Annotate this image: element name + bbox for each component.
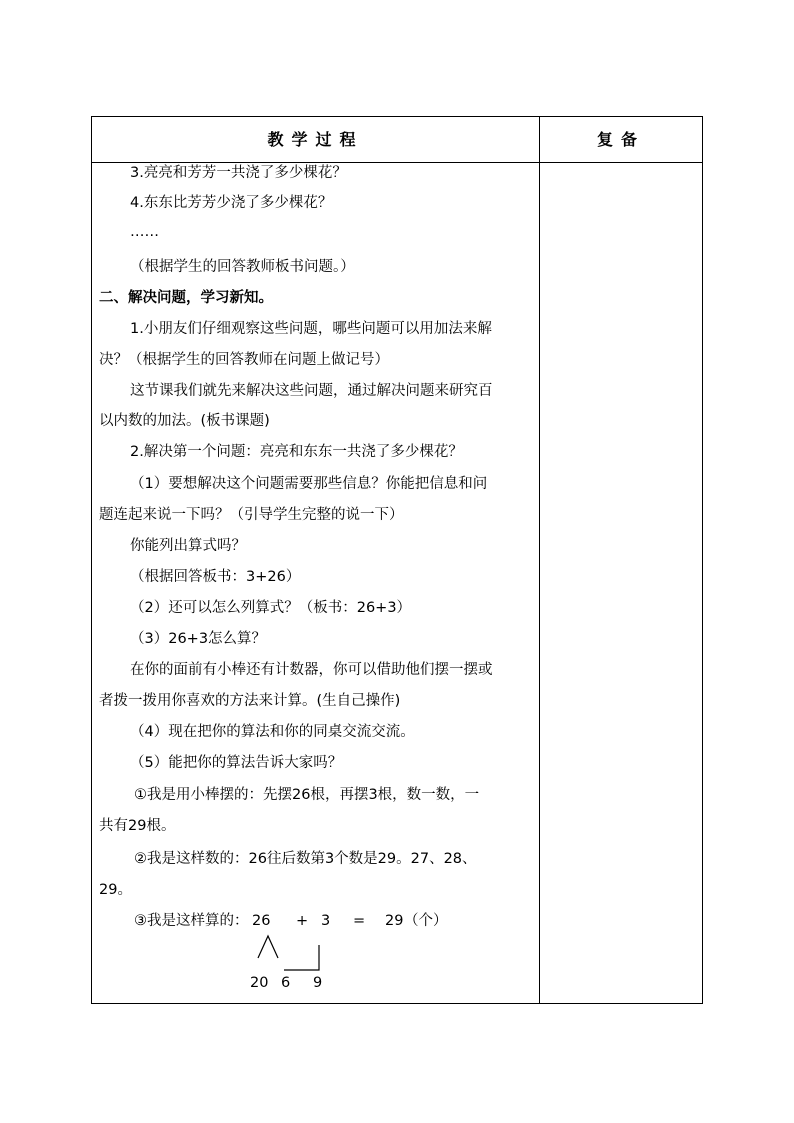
header-review: 复备 (596, 130, 645, 149)
text-line: 2.解决第一个问题：亮亮和东东一共浇了多少棵花？ (130, 444, 463, 460)
text-line: 3.亮亮和芳芳一共浇了多少棵花？ (130, 165, 347, 181)
text-line: 4.东东比芳芳少浇了多少棵花？ (130, 195, 333, 211)
text-line: 这节课我们就先来解决这些问题，通过解决问题来研究百 (130, 383, 493, 399)
text-line: ①我是用小棒摆的：先摆26根，再摆3根，数一数，一 (134, 787, 480, 803)
text-line: （2）还可以怎么列算式？（板书：26+3） (130, 600, 412, 616)
text-line: 题连起来说一下吗？（引导学生完整的说一下） (99, 507, 404, 523)
text-line: （1）要想解决这个问题需要那些信息？你能把信息和问 (130, 476, 488, 492)
text-line: 29。 (99, 882, 132, 898)
equation-addend-a: 26 (252, 913, 271, 929)
text-line: （根据回答板书：3+26） (130, 569, 301, 585)
text-line: （4）现在把你的算法和你的同桌交流交流。 (130, 724, 415, 740)
text-line: 共有29根。 (99, 818, 176, 834)
text-line: （3）26+3怎么算？ (130, 631, 267, 647)
text-line: 你能列出算式吗？ (130, 538, 246, 554)
combine-bracket-lines (284, 945, 319, 970)
text-line: 者拨一拨用你喜欢的方法来计算。(生自己操作) (99, 693, 401, 709)
equation-equals: = (353, 913, 366, 929)
equation-intro: ③我是这样算的： (134, 913, 249, 929)
split-tens: 20 (250, 975, 269, 991)
equation-result: 29 (385, 913, 404, 929)
text-line: 1.小朋友们仔细观察这些问题，哪些问题可以用加法来解 (130, 321, 492, 337)
split-branch-lines (258, 936, 278, 958)
text-line: （5）能把你的算法告诉大家吗？ (130, 755, 343, 771)
header-teaching-process: 教学过程 (267, 130, 364, 149)
equation-plus: + (296, 913, 309, 929)
section-heading: 二、解决问题，学习新知。 (99, 290, 273, 306)
text-line: …… (130, 224, 159, 240)
equation-unit: （个） (404, 913, 448, 929)
text-line: 决？（根据学生的回答教师在问题上做记号） (99, 352, 389, 368)
text-line: 在你的面前有小棒还有计数器，你可以借助他们摆一摆或 (130, 662, 493, 678)
text-line: ②我是这样数的：26往后数第3个数是29。27、28、 (134, 851, 477, 867)
text-line: 以内数的加法。(板书课题) (99, 413, 270, 429)
equation-addend-b: 3 (321, 913, 331, 929)
split-sum: 9 (313, 975, 323, 991)
split-ones: 6 (281, 975, 291, 991)
text-line: （根据学生的回答教师板书问题。） (130, 259, 355, 275)
